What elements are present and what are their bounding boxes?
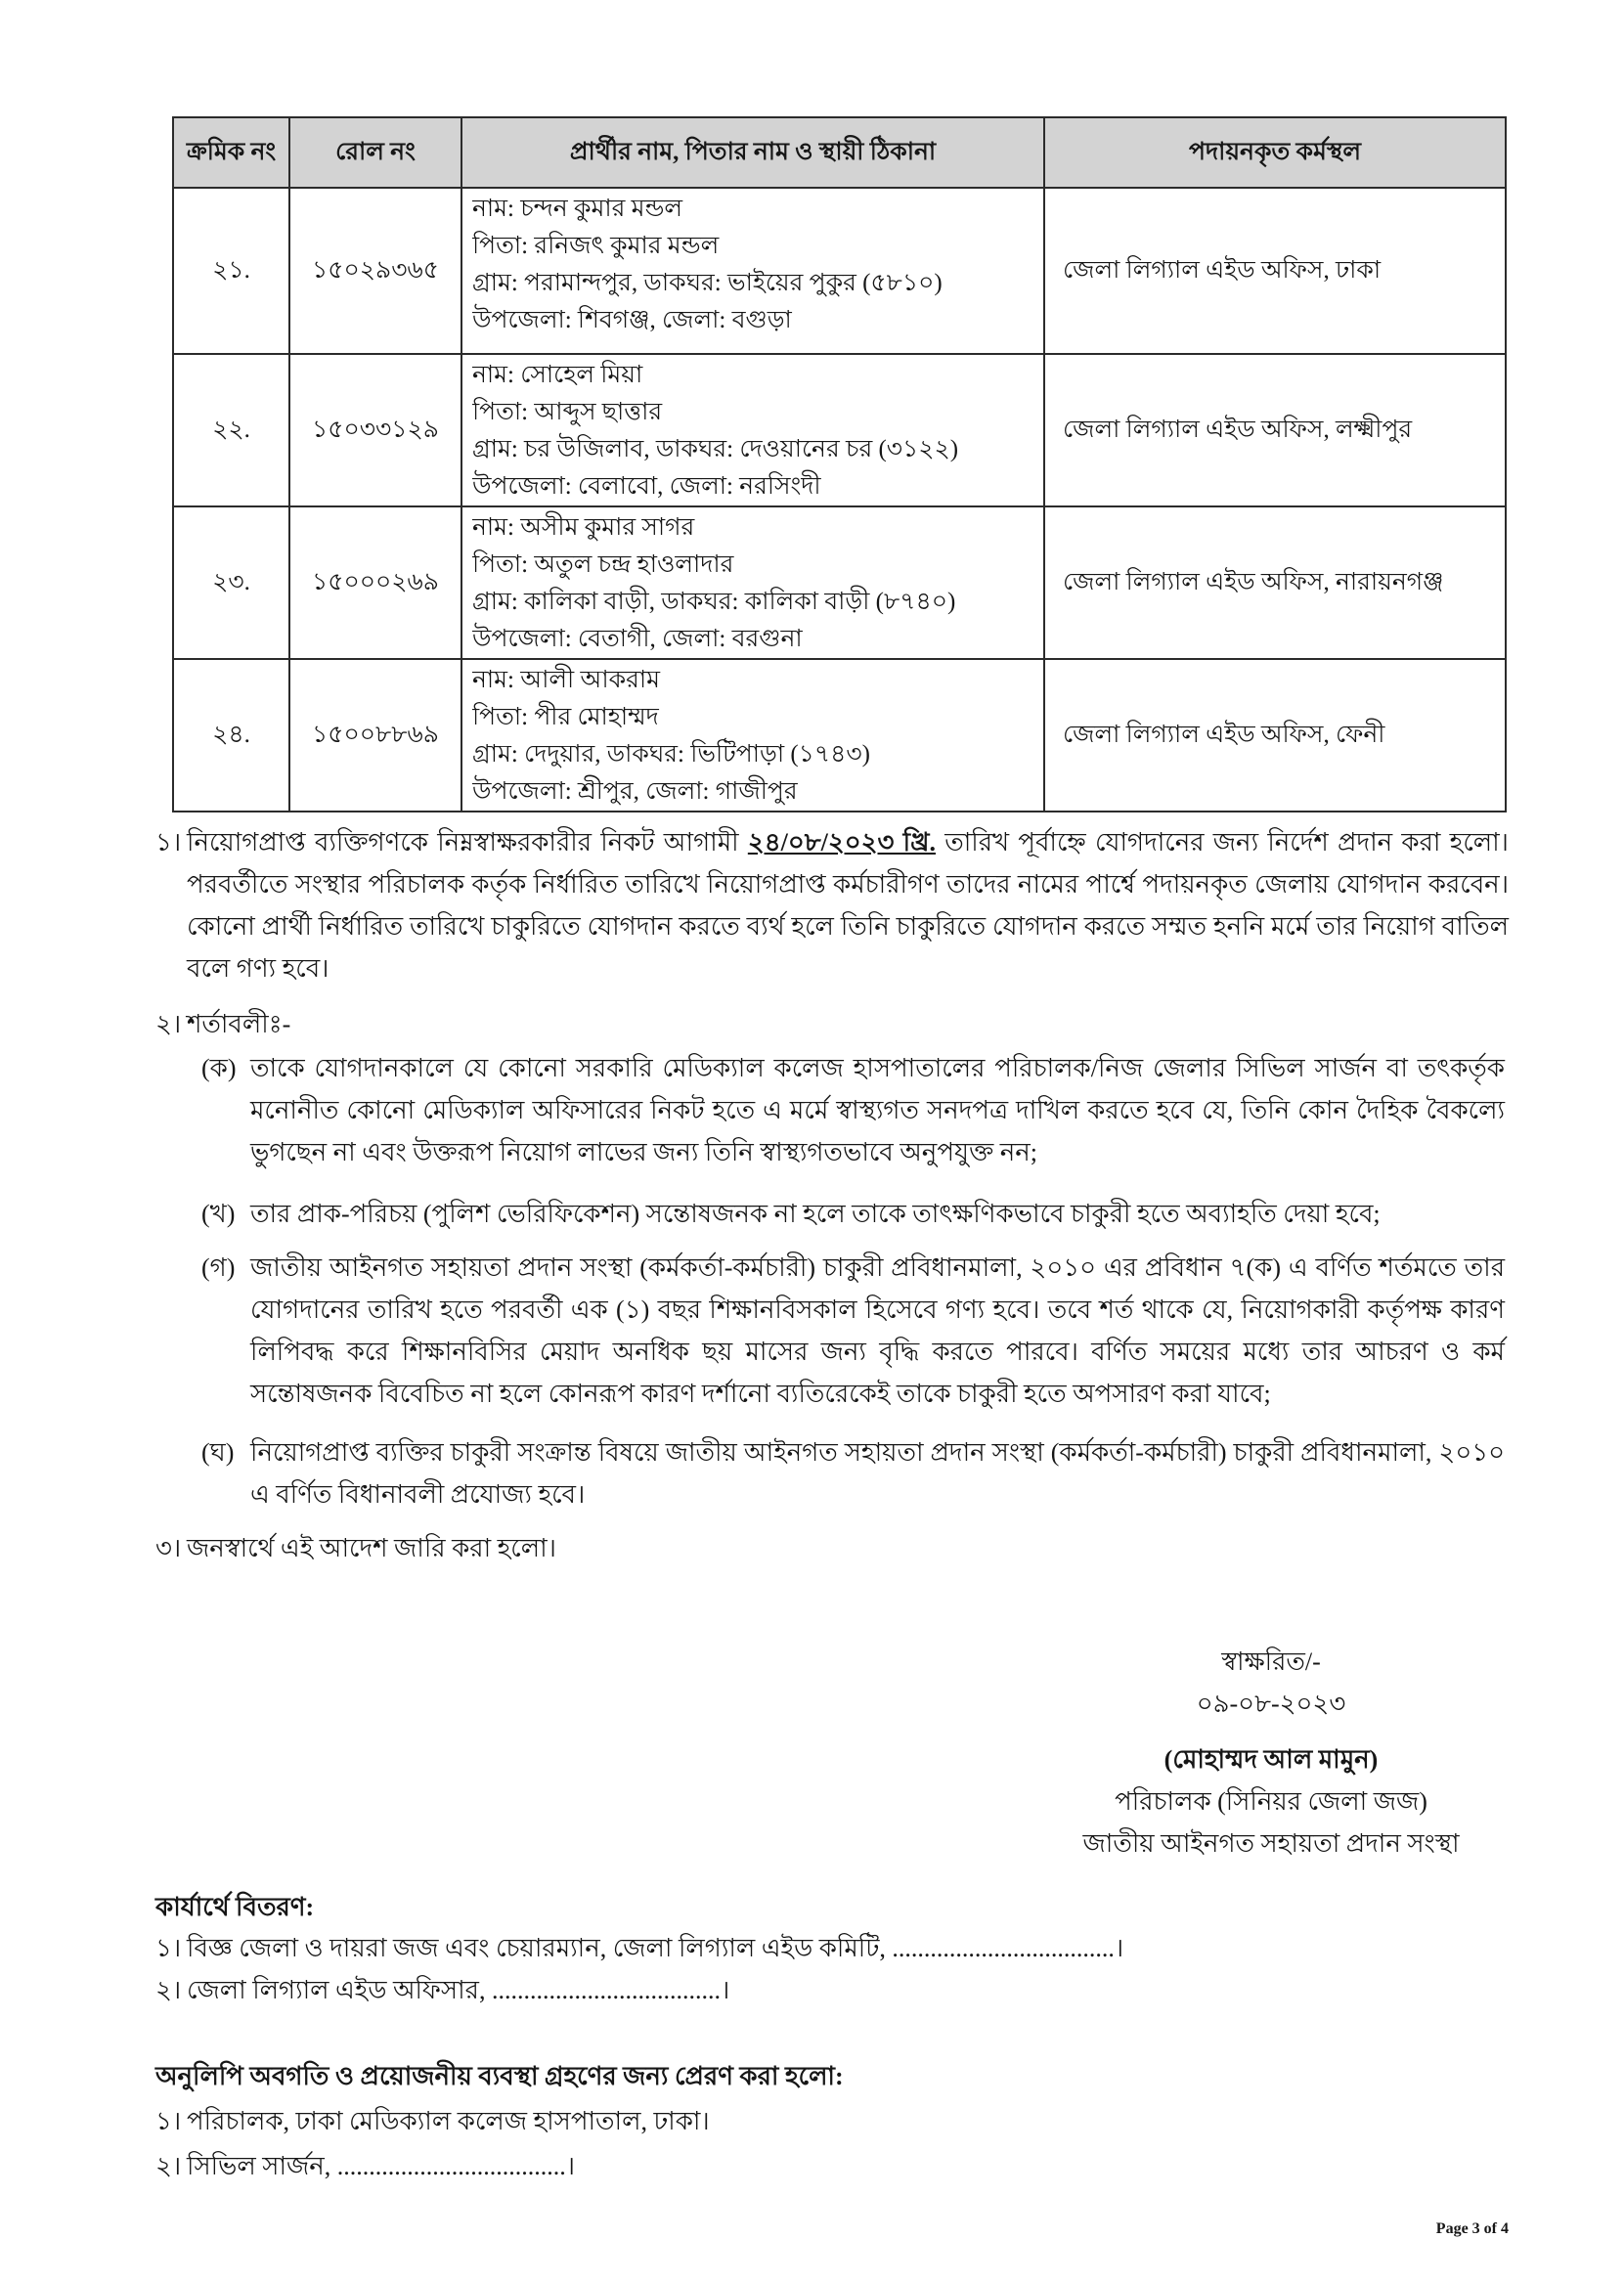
clause-conditions-heading [155,1003,1509,1045]
candidate-father: পিতা: অতুল চন্দ্র হাওলাদার [472,551,734,578]
item-number: ১। [155,2107,182,2135]
candidate-name: নাম: আলী আকরাম [472,667,660,693]
table-row [173,506,1506,659]
header-posting: পদায়নকৃত কর্মস্থল [1044,117,1506,188]
serial-number: ২৩. [173,506,289,659]
candidate-details [461,506,1044,659]
candidate-upazila: উপজেলা: শ্রীপুর, জেলা: গাজীপুর [472,778,798,805]
clause-text: জনস্বার্থে এই আদেশ জারি করা হলো। [187,1534,556,1562]
copy-item [155,2145,1509,2187]
clause-text [187,821,1509,989]
roll-number: ১৫০৩৩১২৯ [289,354,461,506]
condition-item [201,1247,1505,1415]
header-roll: রোল নং [289,117,461,188]
serial-number: ২৪. [173,659,289,812]
condition-label: (ক) [201,1054,237,1082]
condition-item [201,1193,1505,1235]
serial-number: ২১. [173,188,289,354]
posting-office: জেলা লিগ্যাল এইড অফিস, নারায়নগঞ্জ [1044,506,1506,659]
clause-public-interest [155,1527,1509,1569]
candidate-name: নাম: সোহেল মিয়া [472,362,643,388]
distribution-item [155,1969,1509,2011]
distribution-item [155,1927,1509,1969]
condition-text: নিয়োগপ্রাপ্ত ব্যক্তির চাকুরী সংক্রান্ত বিষয়ে জাতীয় আইনগত সহায়তা প্রদান সংস্থা (কর্মকর্তা-কর্মচারী) চাকুরী প্রবিধানমালা, ২০১০ এ বর্ণিত বিধানাবলী প্রযোজ্য হবে। [250,1438,1505,1509]
candidate-name: নাম: চন্দন কুমার মন্ডল [472,196,683,222]
appointment-table [172,116,1507,812]
table-row [173,188,1506,354]
condition-label: (ঘ) [201,1438,235,1467]
posting-office: জেলা লিগ্যাল এইড অফিস, লক্ষ্মীপুর [1044,354,1506,506]
item-text: জেলা লিগ্যাল এইড অফিসার, ....................................। [187,1976,730,2004]
condition-text: তাকে যোগদানকালে যে কোনো সরকারি মেডিক্যাল কলেজ হাসপাতালের পরিচালক/নিজ জেলার সিভিল সার্জন বা তৎকর্তৃক মনোনীত কোনো মেডিক্যাল অফিসারের নিকট হতে এ মর্মে স্বাস্থ্যগত সনদপত্র দাখিল করতে হবে যে, তিনি কোন দৈহিক বৈকল্যে ভুগছেন না এবং উক্তরূপ নিয়োগ লাভের জন্য তিনি স্বাস্থ্যগতভাবে অনুপযুক্ত নন; [250,1054,1505,1166]
candidate-name: নাম: অসীম কুমার সাগর [472,514,695,541]
condition-item [201,1431,1505,1515]
conditions-title: শর্তাবলীঃ- [187,1010,291,1038]
table-header-row [173,117,1506,188]
condition-text: জাতীয় আইনগত সহায়তা প্রদান সংস্থা (কর্মকর্তা-কর্মচারী) চাকুরী প্রবিধানমালা, ২০১০ এর প্রবিধান ৭(ক) এ বর্ণিত শর্তমতে তার যোগদানের তারিখ হতে পরবর্তী এক (১) বছর শিক্ষানবিসকাল হিসেবে গণ্য হবে। তবে শর্ত থাকে যে, নিয়োগকারী কর্তৃপক্ষ কারণ লিপিবদ্ধ করে শিক্ষানবিসির মেয়াদ অনধিক ছয় মাসের জন্য বৃদ্ধি করতে পারবে। বর্ণিত সময়ের মধ্যে তার আচরণ ও কর্ম সন্তোষজনক বিবেচিত না হলে কোনরূপ কারণ দর্শানো ব্যতিরেকেই তাকে চাকুরী হতে অপসারণ করা যাবে; [250,1253,1505,1408]
candidate-father: পিতা: পীর মোহাম্মদ [472,704,659,730]
clause-text-before: নিয়োগপ্রাপ্ত ব্যক্তিগণকে নিম্নস্বাক্ষরকারীর নিকট আগামী [187,828,748,856]
clause-number: ৩। [155,1534,182,1562]
item-number: ১। [155,1934,182,1962]
posting-office: জেলা লিগ্যাল এইড অফিস, ফেনী [1044,659,1506,812]
candidate-upazila: উপজেলা: বেলাবো, জেলা: নরসিংদী [472,473,821,500]
clause-number: ২। [155,1010,182,1038]
clause-text-after: তারিখ পূর্বাহ্নে যোগদানের জন্য নির্দেশ প্রদান করা হলো। পরবর্তীতে সংস্থার পরিচালক কর্তৃক নির্ধারিত তারিখে নিয়োগপ্রাপ্ত কর্মচারীগণ তাদের নামের পার্শ্বে পদায়নকৃত জেলায় যোগদান করবেন। কোনো প্রার্থী নির্ধারিত তারিখে চাকুরিতে যোগদান করতে ব্যর্থ হলে তিনি চাকুরিতে যোগদান করতে সম্মত হননি মর্মে তার নিয়োগ বাতিল বলে গণ্য হবে। [187,828,1509,983]
candidate-village: গ্রাম: চর উজিলাব, ডাকঘর: দেওয়ানের চর (৩১২২) [472,436,959,462]
candidate-village: গ্রাম: কালিকা বাড়ী, ডাকঘর: কালিকা বাড়ী (৮৭৪০) [472,589,956,615]
item-text: পরিচালক, ঢাকা মেডিক্যাল কলেজ হাসপাতাল, ঢাকা। [187,2107,710,2135]
candidate-village: গ্রাম: দেদুয়ার, ডাকঘর: ভিটিপাড়া (১৭৪৩) [472,741,870,768]
header-serial: ক্রমিক নং [173,117,289,188]
distribution-title: কার্যার্থে বিতরণ: [155,1893,315,1921]
joining-date: ২৪/০৮/২০২৩ খ্রি. [747,828,936,856]
page-number: Page 3 of 4 [1435,2220,1509,2237]
candidate-village: গ্রাম: পরামান্দপুর, ডাকঘর: ভাইয়ের পুকুর (৫৮১০) [472,270,943,296]
item-text: বিজ্ঞ জেলা ও দায়রা জজ এবং চেয়ারম্যান, জেলা লিগ্যাল এইড কমিটি, ...................................। [187,1934,1124,1962]
table-row [173,659,1506,812]
table-row [173,354,1506,506]
header-candidate-details: প্রার্থীর নাম, পিতার নাম ও স্থায়ী ঠিকানা [461,117,1044,188]
candidate-father: পিতা: আব্দুস ছাত্তার [472,399,663,425]
copies-title: অনুলিপি অবগতি ও প্রয়োজনীয় ব্যবস্থা গ্রহণের জন্য প্রেরণ করা হলো: [155,2062,844,2090]
roll-number: ১৫০০০২৬৯ [289,506,461,659]
candidate-upazila: উপজেলা: বেতাগী, জেলা: বরগুনা [472,626,803,652]
signatory-name: (মোহাম্মদ আল মামুন) [1163,1745,1379,1774]
roll-number: ১৫০০৮৮৬৯ [289,659,461,812]
condition-label: (খ) [201,1200,236,1228]
copy-item [155,2100,1509,2142]
clause-number: ১। [155,828,182,856]
signatory-designation: পরিচালক (সিনিয়র জেলা জজ) [1115,1787,1427,1816]
candidate-father: পিতা: রনিজৎ কুমার মন্ডল [472,233,720,259]
signed-mark: স্বাক্ষরিত/- [1221,1647,1321,1676]
clause-joining-instruction [155,821,1509,989]
candidate-details [461,659,1044,812]
roll-number: ১৫০২৯৩৬৫ [289,188,461,354]
item-number: ২। [155,2152,182,2180]
candidate-details [461,188,1044,354]
condition-item [201,1047,1505,1173]
candidate-upazila: উপজেলা: শিবগঞ্জ, জেলা: বগুড়া [472,307,792,333]
item-number: ২। [155,1976,182,2004]
signatory-organization: জাতীয় আইনগত সহায়তা প্রদান সংস্থা [1082,1829,1460,1858]
condition-label: (গ) [201,1253,236,1282]
condition-text: তার প্রাক-পরিচয় (পুলিশ ভেরিফিকেশন) সন্তোষজনক না হলে তাকে তাৎক্ষণিকভাবে চাকুরী হতে অব্যাহতি দেয়া হবে; [250,1200,1381,1228]
signature-date: ০৯-০৮-২০২৩ [1196,1690,1346,1718]
serial-number: ২২. [173,354,289,506]
candidate-details [461,354,1044,506]
item-text: সিভিল সার্জন, ....................................। [187,2152,576,2180]
posting-office: জেলা লিগ্যাল এইড অফিস, ঢাকা [1044,188,1506,354]
